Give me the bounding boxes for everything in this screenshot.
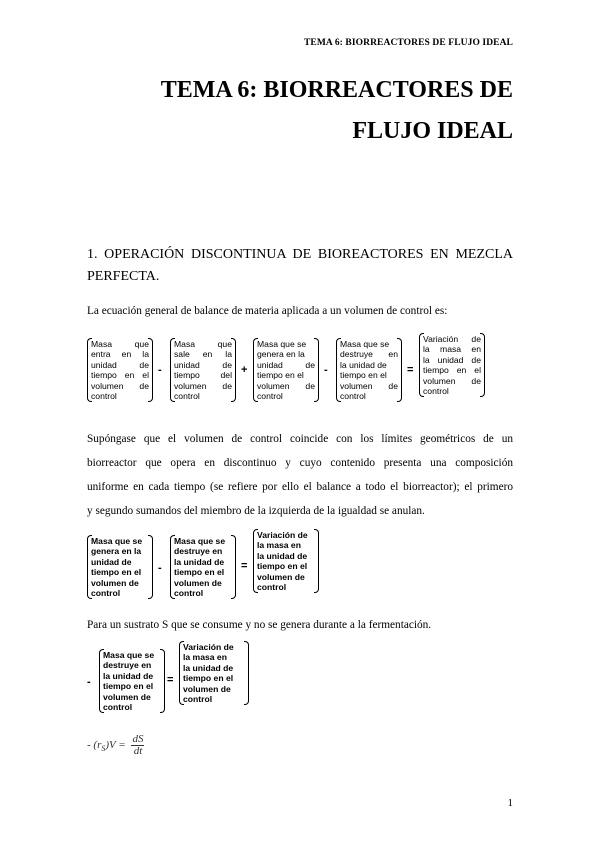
chapter-title-line-1: TEMA 6: BIORREACTORES DE <box>160 77 513 103</box>
formula-subscript: S <box>101 744 106 754</box>
term-mass-destroyed: Masa que se destruye en la unidad de tiempo en el volumen de control <box>99 650 165 712</box>
term-mass-generated: Masa que se genera en la unidad de tiempo en el volumen de control <box>253 339 319 401</box>
operator-minus: - <box>158 562 162 574</box>
substrate-paragraph: Para un sustrato S que se consume y no se genera durante a la fermentación. <box>87 619 432 631</box>
section-heading-line-1: 1. OPERACIÓN DISCONTINUA DE BIOREACTORES EN MEZCLA <box>87 247 513 262</box>
term-mass-variation: Variación de la masa en la unidad de tiempo en el volumen de control <box>419 334 485 396</box>
balance-equation-batch <box>87 530 337 600</box>
chapter-title-line-2: FLUJO IDEAL <box>352 118 513 144</box>
operator-plus: + <box>241 364 248 376</box>
balance-equation-general <box>87 334 513 404</box>
running-header: TEMA 6: BIORREACTORES DE FLUJO IDEAL <box>303 38 513 48</box>
operator-minus: - <box>158 364 162 376</box>
fraction-denominator: dt <box>133 745 143 757</box>
term-mass-variation: Variación de la masa en la unidad de tiempo en el volumen de control <box>179 642 249 704</box>
derivative-fraction <box>131 734 144 757</box>
balance-equation-substrate <box>87 642 287 712</box>
operator-minus: - <box>87 676 91 688</box>
page-number: 1 <box>507 797 513 809</box>
operator-equals: = <box>167 674 174 686</box>
operator-equals: = <box>407 364 414 376</box>
term-mass-variation: Variación de la masa en la unidad de tiempo en el volumen de control <box>253 530 319 592</box>
term-mass-destroyed: Masa que se destruye en la unidad de tiempo en el volumen de control <box>336 339 402 401</box>
operator-minus: - <box>324 364 328 376</box>
term-mass-destroyed: Masa que se destruye en la unidad de tiempo en el volumen de control <box>170 536 236 598</box>
suppose-paragraph-line-1: Supóngase que el volumen de control coincide con los límites geométricos de un <box>87 433 513 445</box>
term-mass-out: Masa que sale en la unidad de tiempo del volumen de control <box>170 339 236 401</box>
formula-lhs-rest: )V = <box>105 739 126 752</box>
fraction-numerator: dS <box>132 733 144 745</box>
substrate-rate-formula <box>87 734 144 757</box>
suppose-paragraph-line-3: uniforme en cada tiempo (se refiere por ello el balance a todo el biorreactor); el primero <box>87 481 513 493</box>
operator-equals: = <box>241 560 248 572</box>
term-mass-in: Masa que entra en la unidad de tiempo en el volumen de control <box>87 339 153 401</box>
term-mass-generated: Masa que se genera en la unidad de tiempo en el volumen de control <box>87 536 153 598</box>
intro-paragraph: La ecuación general de balance de materia aplicada a un volumen de control es: <box>87 305 448 317</box>
formula-lhs: - (r <box>87 739 102 752</box>
section-heading-line-2: PERFECTA. <box>87 269 160 284</box>
suppose-paragraph-line-2: biorreactor que opera en discontinuo y cuyo contenido presenta una composición <box>87 457 513 469</box>
suppose-paragraph-line-4: y segundo sumandos del miembro de la izquierda de la igualdad se anulan. <box>87 505 425 517</box>
